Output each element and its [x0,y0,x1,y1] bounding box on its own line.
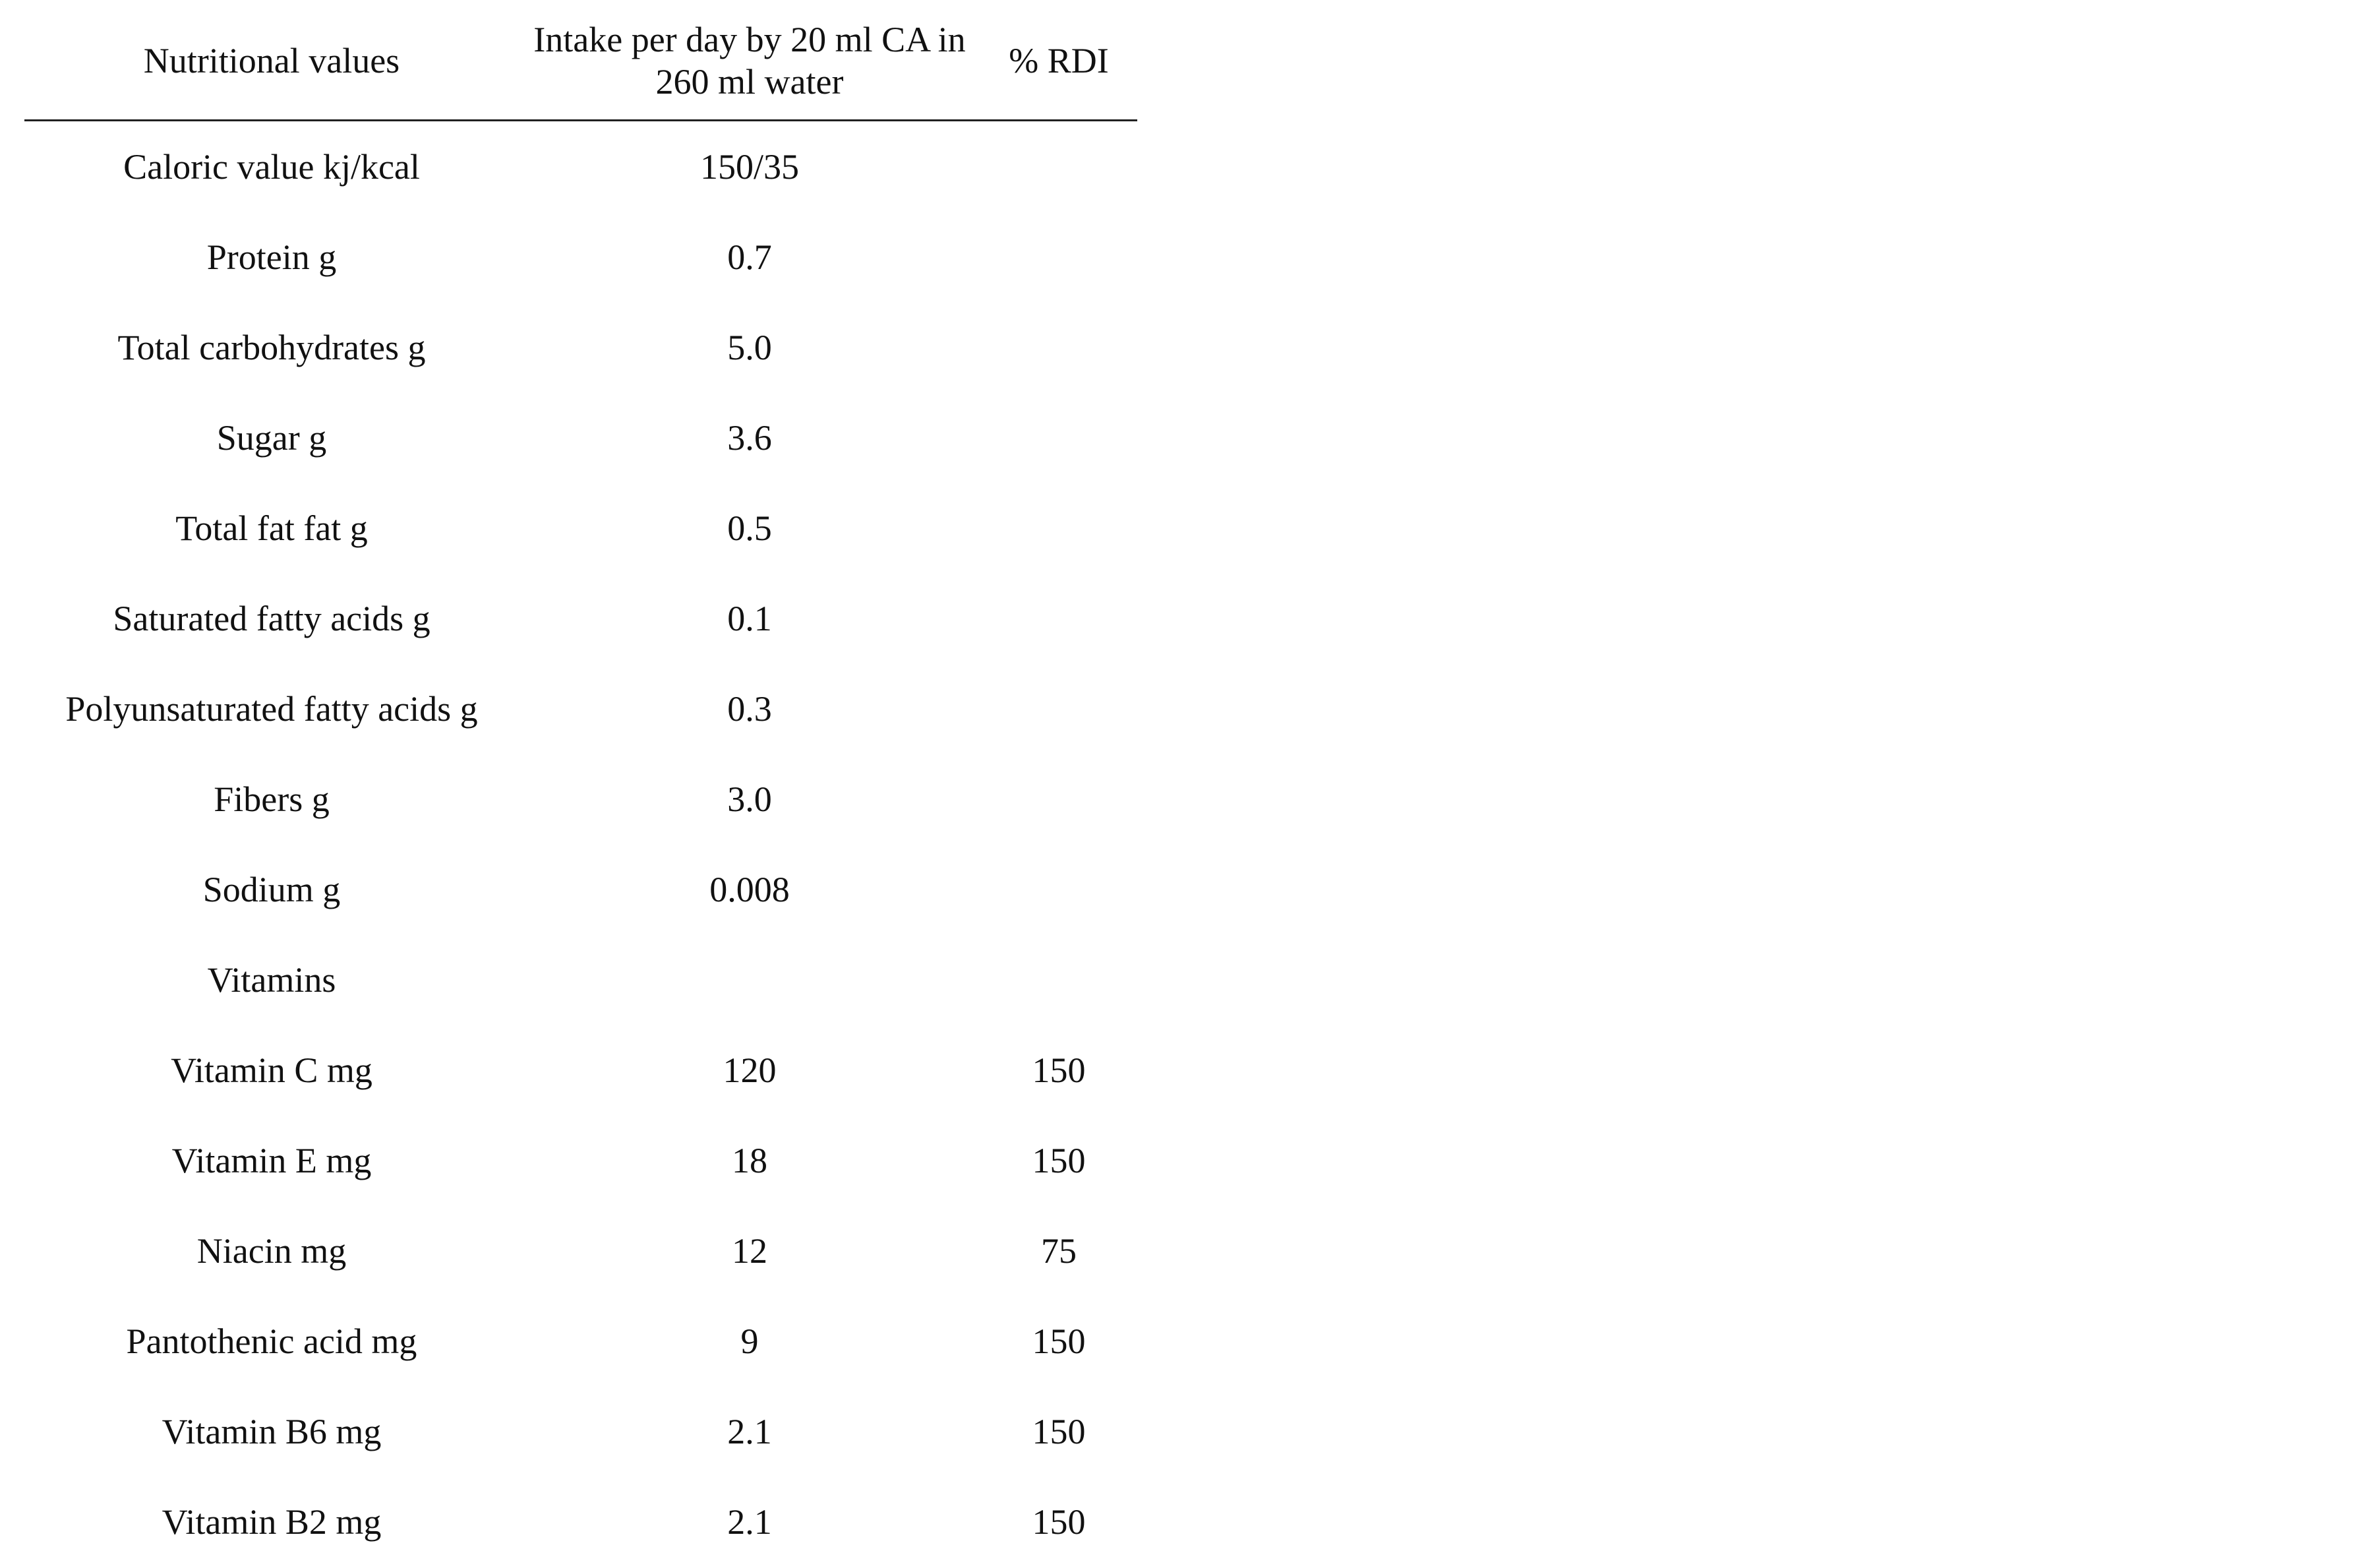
row-name-cell: Pantothenic acid mg [126,1321,417,1361]
row-intake-cell: 18 [732,1141,767,1180]
row-intake-cell: 3.0 [727,779,772,819]
row-name-cell: Vitamin E mg [171,1141,372,1180]
row-name-cell: Fibers g [214,779,330,819]
row-name-cell: Total fat fat g [175,508,368,548]
row-name-cell: Sodium g [202,870,341,909]
row-intake-cell: 3.6 [727,418,772,458]
header-rdi: % RDI [1009,41,1109,80]
row-intake-cell: 2.1 [727,1412,772,1451]
row-intake-cell: 0.5 [727,508,772,548]
header-intake-per-day: Intake per day by 20 ml CA in 260 ml water [533,20,966,102]
row-name-cell: Vitamin B2 mg [162,1502,382,1542]
row-rdi-cell: 150 [1032,1141,1086,1180]
row-intake-cell: 12 [732,1231,767,1271]
row-rdi-cell: 150 [1032,1321,1086,1361]
row-name-cell: Vitamin B6 mg [162,1412,382,1451]
row-name-cell: Polyunsaturated fatty acids g [65,689,478,729]
row-intake-cell: 2.1 [727,1502,772,1542]
row-name-cell: Vitamins [207,960,336,1000]
row-name-cell: Sugar g [216,418,327,458]
row-name-cell: Protein g [206,237,337,277]
header-nutritional-values: Nutritional values [143,41,400,80]
row-intake-cell: 9 [740,1321,759,1361]
row-name-cell: Niacin mg [196,1231,347,1271]
row-intake-cell: 0.7 [727,237,772,277]
row-intake-cell: 0.008 [709,870,790,909]
row-intake-cell: 120 [723,1050,777,1090]
row-name-cell: Caloric value kj/kcal [123,147,420,187]
row-rdi-cell: 150 [1032,1502,1086,1542]
header-rule [24,119,1137,121]
row-rdi-cell: 75 [1041,1231,1077,1271]
row-name-cell: Saturated fatty acids g [113,599,431,638]
row-rdi-cell: 150 [1032,1050,1086,1090]
row-intake-cell: 0.1 [727,599,772,638]
row-name-cell: Vitamin C mg [171,1050,372,1090]
row-intake-cell: 5.0 [727,328,772,367]
row-name-cell: Total carbohydrates g [117,328,426,367]
nutrition-table [0,0,1137,1547]
row-rdi-cell: 150 [1032,1412,1086,1451]
row-intake-cell: 0.3 [727,689,772,729]
row-intake-cell: 150/35 [699,147,799,187]
